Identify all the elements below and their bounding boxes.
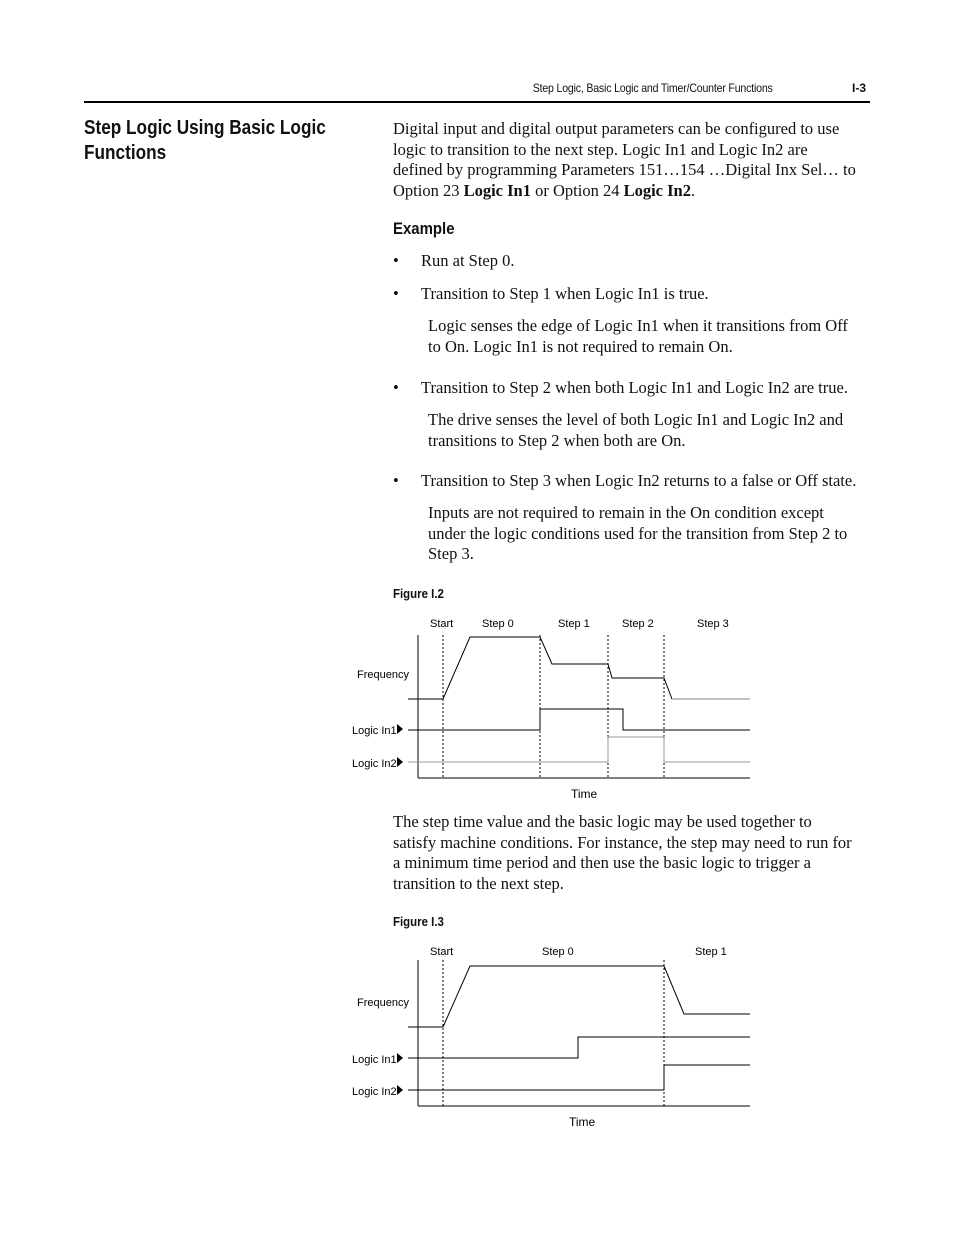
row-label-logic-in2: Logic In2 [352,1086,397,1098]
page-number: I-3 [852,81,867,95]
middle-paragraph [393,812,873,894]
row-label-logic-in1: Logic In1 [352,1054,397,1066]
intro-text: . [690,180,696,200]
step-label: Step 0 [482,618,514,630]
middle-line: The step time value and the basic logic may be used together to [393,812,812,831]
row-label-logic-in2: Logic In2 [352,758,397,770]
logic-in1-trace [408,1037,750,1058]
figure-2-label: Figure I.2 [393,586,444,601]
example-heading: Example [393,219,455,238]
bullet-note [428,503,873,565]
row-label-logic-in1: Logic In1 [352,725,397,737]
step-label: Step 3 [697,618,729,630]
bullet-marker: • [393,284,399,303]
middle-line: satisfy machine conditions. For instance, the step may need to run for [393,832,852,852]
intro-bold-text: Logic In1 [463,180,531,200]
note-line: Inputs are not required to remain in the On condition except [428,503,824,522]
intro-text: Option 23 [393,180,464,200]
intro-line [393,181,873,202]
bullet-text: Transition to Step 3 when Logic In2 returns to a false or Off state. [421,471,857,490]
bullet-marker: • [393,251,399,270]
note-line: Logic senses the edge of Logic In1 when it transitions from Off [428,316,848,335]
logic-in1-trace [408,709,750,730]
play-arrow-icon [397,757,403,767]
bullet-text: Transition to Step 2 when both Logic In1 and Logic In2 are true. [421,378,848,397]
middle-line: a minimum time period and then use the basic logic to trigger a [393,853,811,872]
frequency-trace [408,966,750,1027]
logic-in2-trace [408,1065,750,1090]
intro-line: logic to transition to the next step. Logic In1 and Logic In2 are [393,139,808,159]
frequency-trace [408,637,750,699]
bullet-marker: • [393,471,399,490]
bullet-text: Run at Step 0. [421,251,515,270]
figure-3-label: Figure I.3 [393,914,444,929]
row-label-frequency: Frequency [357,669,409,681]
note-line: The drive senses the level of both Logic In1 and Logic In2 and [428,410,844,429]
figure-2-timing-diagram [340,610,760,805]
row-label-frequency: Frequency [357,997,409,1009]
play-arrow-icon [397,724,403,734]
play-arrow-icon [397,1053,403,1063]
header-rule [84,101,870,103]
bullet-note [428,410,873,451]
step-label: Step 1 [558,618,590,630]
intro-line: Digital input and digital output parameters can be configured to use [393,119,840,138]
middle-line: transition to the next step. [393,873,564,893]
x-axis-label: Time [569,1115,596,1129]
note-line: Step 3. [428,544,474,563]
x-axis-label: Time [571,787,598,801]
intro-line: defined by programming Parameters 151…154 …Digital Inx Sel… to [393,160,856,179]
bullet-text: Transition to Step 1 when Logic In1 is true. [421,284,709,303]
intro-paragraph [393,119,873,201]
section-title: Step Logic Using Basic Logic Functions [84,117,326,164]
play-arrow-icon [397,1085,403,1095]
figure-3-timing-diagram [340,940,760,1135]
note-line: to On. Logic In1 is not required to remain On. [428,336,733,356]
step-label: Step 0 [542,946,574,958]
note-line: transitions to Step 2 when both are On. [428,430,686,450]
note-line: under the logic conditions used for the transition from Step 2 to [428,523,848,543]
step-label: Step 1 [695,946,727,958]
bullet-marker: • [393,378,399,397]
logic-in2-trace [408,737,750,762]
intro-text: or Option 24 [530,180,624,200]
intro-bold-text: Logic In2 [623,180,691,200]
bullet-note [428,316,873,357]
running-header-title: Step Logic, Basic Logic and Timer/Counter Functions [533,81,773,95]
step-label: Start [430,618,454,630]
step-label: Start [430,946,454,958]
step-label: Step 2 [622,618,654,630]
